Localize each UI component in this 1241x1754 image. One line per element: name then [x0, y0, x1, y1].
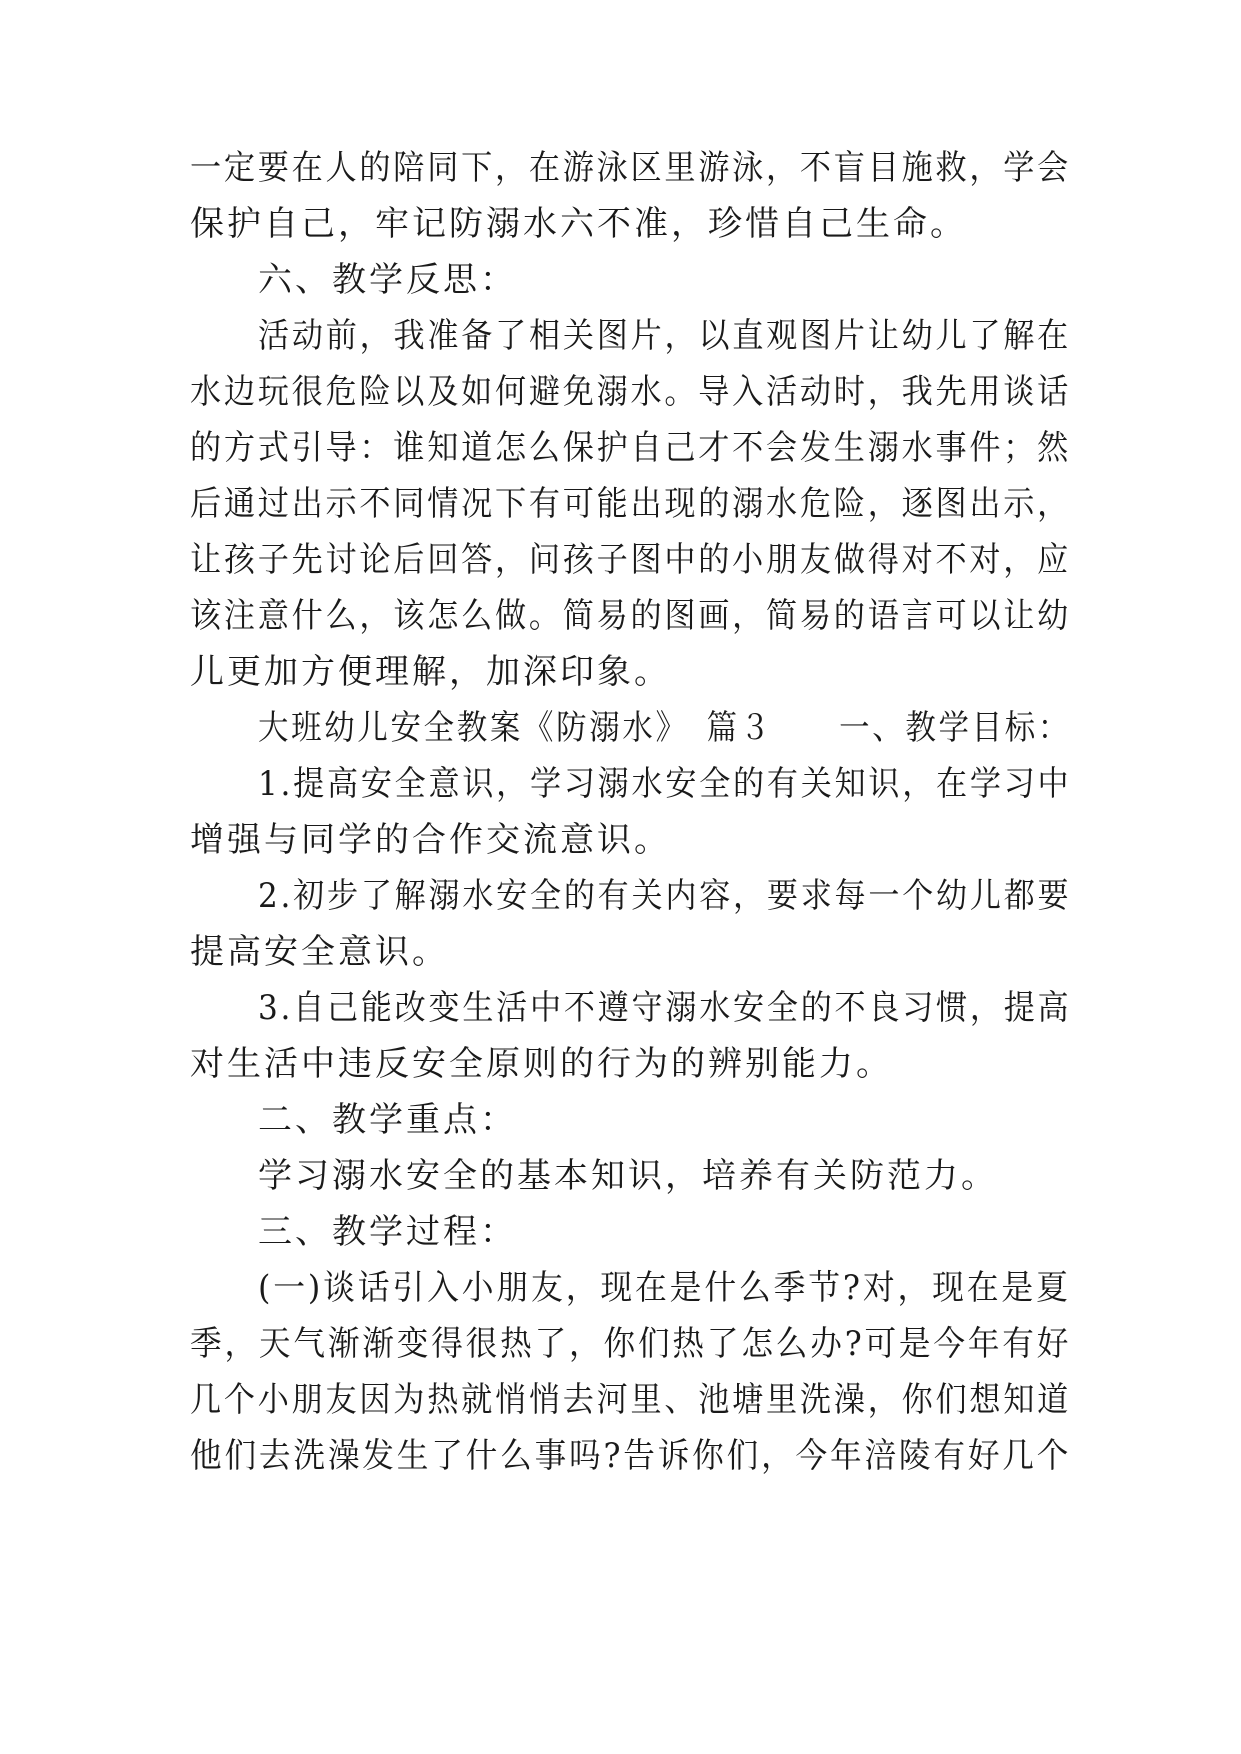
text-line: 该注意什么，该怎么做。简易的图画，简易的语言可以让幼	[190, 596, 1071, 636]
text-line: 水边玩很危险以及如何避免溺水。导入活动时，我先用谈话	[190, 372, 1071, 412]
text-line: 保护自己，牢记防溺水六不准，珍惜自己生命。	[190, 204, 967, 244]
text-line: 活动前，我准备了相关图片，以直观图片让幼儿了解在	[258, 316, 1071, 356]
text-line: 提高安全意识。	[190, 932, 449, 972]
text-line: 对生活中违反安全原则的行为的辨别能力。	[190, 1044, 893, 1084]
text-line: 的方式引导：谁知道怎么保护自己才不会发生溺水事件；然	[190, 428, 1071, 468]
text-line: 一定要在人的陪同下，在游泳区里游泳，不盲目施救，学会	[190, 148, 1071, 188]
article-title: 大班幼儿安全教案《防溺水》 篇３ 一、教学目标：	[258, 708, 1072, 748]
text-line: 1.提高安全意识，学习溺水安全的有关知识，在学习中	[258, 764, 1072, 804]
text-line: 3.自己能改变生活中不遵守溺水安全的不良习惯，提高	[258, 988, 1072, 1028]
section-heading: 二、教学重点：	[258, 1100, 517, 1140]
text-line: 他们去洗澡发生了什么事吗?告诉你们，今年涪陵有好几个	[190, 1436, 1072, 1476]
text-line: 增强与同学的合作交流意识。	[190, 820, 671, 860]
section-heading: 六、教学反思：	[258, 260, 517, 300]
text-line: 儿更加方便理解，加深印象。	[190, 652, 671, 692]
text-line: (一)谈话引入小朋友，现在是什么季节?对，现在是夏	[258, 1268, 1071, 1308]
text-line: 学习溺水安全的基本知识，培养有关防范力。	[258, 1156, 998, 1196]
section-heading: 三、教学过程：	[258, 1212, 517, 1252]
text-line: 几个小朋友因为热就悄悄去河里、池塘里洗澡，你们想知道	[190, 1380, 1071, 1420]
text-line: 让孩子先讨论后回答，问孩子图中的小朋友做得对不对，应	[190, 540, 1071, 580]
text-line: 2.初步了解溺水安全的有关内容，要求每一个幼儿都要	[258, 876, 1072, 916]
text-line: 季，天气渐渐变得很热了，你们热了怎么办?可是今年有好	[190, 1324, 1072, 1364]
text-line: 后通过出示不同情况下有可能出现的溺水危险，逐图出示，	[190, 484, 1071, 524]
